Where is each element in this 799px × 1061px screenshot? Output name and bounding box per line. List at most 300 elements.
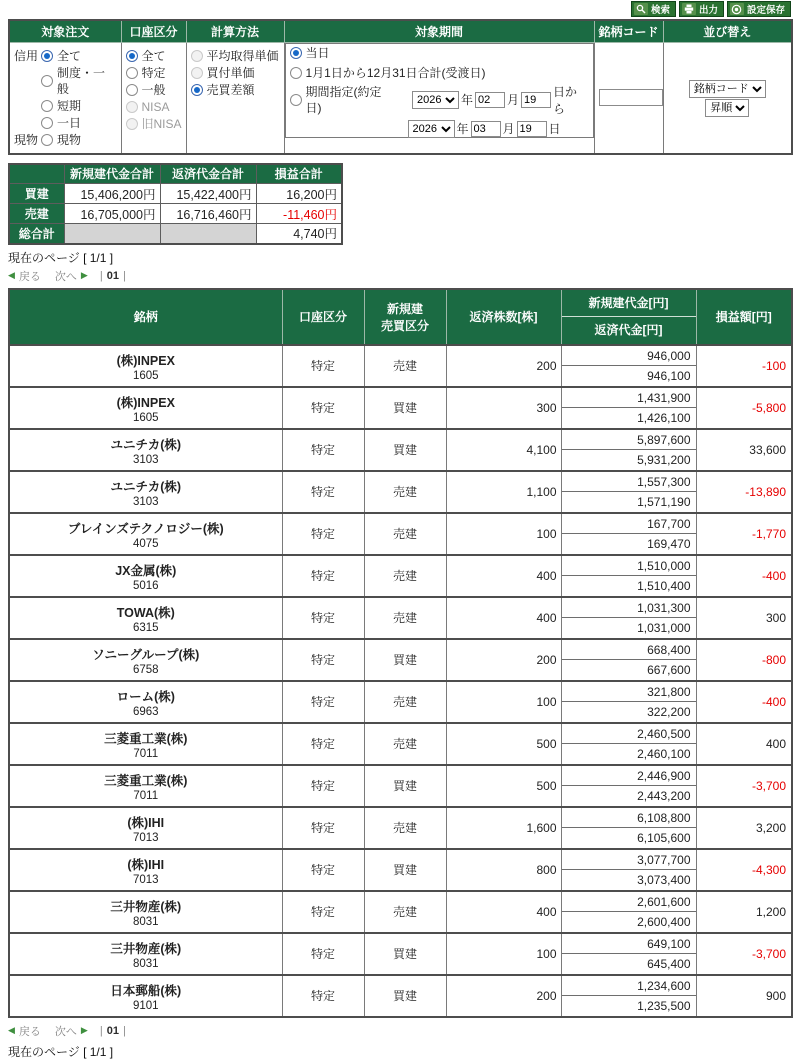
account-type-value: 特定: [282, 429, 364, 471]
radio-option-label: 制度・一般: [57, 65, 106, 96]
new-amount-value: 1,031,300: [562, 598, 696, 618]
printer-icon: [682, 3, 696, 15]
amount-cell: [561, 429, 696, 471]
page-pipe: |: [122, 1024, 126, 1037]
stock-name: ソニーグループ(株): [92, 648, 200, 662]
summary-row: [9, 184, 342, 204]
pl-value: -3,700: [696, 933, 792, 975]
radio-icon[interactable]: [191, 67, 203, 79]
account-type-header: 口座区分: [121, 20, 186, 42]
stock-cell: [9, 639, 282, 681]
radio-icon[interactable]: [41, 117, 53, 129]
table-row: [9, 765, 792, 807]
stock-code: 1605: [132, 412, 159, 424]
pl-value: -3,700: [696, 765, 792, 807]
amount-cell: [561, 723, 696, 765]
stock-cell: [9, 765, 282, 807]
repay-shares-value: 500: [446, 723, 561, 765]
search-button-label: 検索: [650, 5, 670, 16]
save-settings-button-label: 設定保存: [746, 5, 785, 16]
stock-code: 4075: [132, 538, 159, 550]
pl-value: 400: [696, 723, 792, 765]
stock-code: 8031: [132, 916, 159, 928]
amount-cell: [561, 933, 696, 975]
period-range-option[interactable]: [290, 84, 396, 116]
stock-cell: [9, 975, 282, 1017]
table-row: [9, 555, 792, 597]
period-range-row2: [408, 120, 589, 138]
target-order-cell: [9, 42, 121, 154]
stock-code: 5016: [132, 580, 159, 592]
table-row: [9, 807, 792, 849]
stock-name: (株)IHI: [127, 858, 165, 872]
amount-cell: [561, 387, 696, 429]
radio-option[interactable]: [191, 82, 280, 98]
stock-name: ブレインズテクノロジー(株): [67, 522, 224, 536]
repay-shares-value: 1,100: [446, 471, 561, 513]
amount-cell: [561, 639, 696, 681]
table-row: [9, 891, 792, 933]
trade-side-value: 売建: [364, 471, 446, 513]
radio-icon[interactable]: [290, 47, 302, 59]
repay-shares-value: 200: [446, 639, 561, 681]
trade-side-value: 買建: [364, 933, 446, 975]
new-amount-value: 167,700: [562, 514, 696, 534]
trade-side-value: 売建: [364, 597, 446, 639]
pager-top: [8, 268, 791, 284]
pl-value: 900: [696, 975, 792, 1017]
output-button[interactable]: [679, 1, 724, 17]
account-type-value: 特定: [282, 471, 364, 513]
target-order-header: 対象注文: [9, 20, 121, 42]
amount-cell: [561, 345, 696, 387]
amount-header: [561, 289, 696, 345]
account-type-cell: [121, 42, 186, 154]
stock-code: 9101: [132, 1000, 159, 1012]
trade-side-value: 買建: [364, 387, 446, 429]
radio-option[interactable]: [191, 65, 280, 81]
summary-table: [8, 163, 343, 245]
repay-amount-value: 5,931,200: [637, 452, 691, 467]
stock-code: 7011: [133, 748, 159, 760]
repay-amount-value: 1,031,000: [637, 620, 691, 635]
repay-amount-value: 2,460,100: [637, 746, 691, 761]
radio-option[interactable]: [126, 99, 182, 115]
repay-shares-value: 200: [446, 975, 561, 1017]
account-type-value: 特定: [282, 849, 364, 891]
radio-option[interactable]: [126, 65, 182, 81]
summary-repay-total-value: 15,422,400円: [160, 184, 256, 204]
stock-cell: [9, 429, 282, 471]
to-day-input[interactable]: [517, 121, 547, 137]
stock-name: (株)IHI: [127, 816, 165, 830]
back-arrow-icon: ◀: [8, 270, 15, 280]
radio-icon[interactable]: [290, 94, 302, 106]
account-type-value: 特定: [282, 387, 364, 429]
repay-shares-value: 400: [446, 597, 561, 639]
account-type-value: 特定: [282, 639, 364, 681]
account-type-value: 特定: [282, 513, 364, 555]
pl-value: -4,300: [696, 849, 792, 891]
amount-cell: [561, 891, 696, 933]
repay-shares-value: 200: [446, 345, 561, 387]
repay-amount-header: 返済代金[円]: [594, 322, 663, 337]
pl-value: 33,600: [696, 429, 792, 471]
current-page-label: 現在のページ [ 1/1 ]: [8, 250, 114, 265]
from-day-label: 日から: [553, 84, 578, 116]
repay-amount-value: 1,510,400: [637, 578, 691, 593]
repay-amount-value: 1,426,100: [637, 410, 691, 425]
summary-new-total-value: 16,705,000円: [64, 204, 160, 224]
radio-option[interactable]: [14, 98, 117, 114]
radio-option[interactable]: [191, 48, 280, 64]
radio-option-label: 旧NISA: [141, 116, 182, 131]
repay-shares-value: 800: [446, 849, 561, 891]
table-row: [9, 471, 792, 513]
amount-cell: [561, 975, 696, 1017]
pl-value: 3,200: [696, 807, 792, 849]
stock-code: 7011: [133, 790, 159, 802]
radio-icon[interactable]: [191, 84, 203, 96]
stock-code: 1605: [132, 370, 159, 382]
stock-code: 3103: [132, 496, 159, 508]
repay-amount-value: 2,600,400: [637, 914, 691, 929]
stock-cell: [9, 513, 282, 555]
period-cell: [285, 43, 594, 138]
trade-side-value: 買建: [364, 849, 446, 891]
table-row: [9, 513, 792, 555]
new-amount-value: 946,000: [562, 346, 696, 366]
trade-side-value: 売建: [364, 723, 446, 765]
amount-cell: [561, 555, 696, 597]
new-amount-value: 1,431,900: [562, 388, 696, 408]
table-row: [9, 849, 792, 891]
year-label: 年: [460, 93, 473, 107]
new-amount-header: 新規建代金[円]: [562, 290, 696, 317]
repay-shares-value: 500: [446, 765, 561, 807]
table-row: [9, 597, 792, 639]
summary-repay-total-value: 16,716,460円: [160, 204, 256, 224]
repay-amount-value: 3,073,400: [637, 872, 691, 887]
new-amount-value: 668,400: [562, 640, 696, 660]
summary-row: [9, 204, 342, 224]
stock-name: (株)INPEX: [116, 396, 175, 410]
account-type-value: 特定: [282, 597, 364, 639]
stock-cell: [9, 345, 282, 387]
next-link[interactable]: 次へ: [54, 1025, 77, 1038]
stock-cell: [9, 849, 282, 891]
repay-amount-value: 1,235,500: [637, 998, 691, 1013]
stock-cell: [9, 723, 282, 765]
pl-value: 300: [696, 597, 792, 639]
trade-side-value: 売建: [364, 681, 446, 723]
to-year-select[interactable]: [408, 120, 455, 138]
stock-cell: [9, 387, 282, 429]
table-row: [9, 723, 792, 765]
stock-code: 7013: [132, 874, 159, 886]
save-settings-button[interactable]: [727, 1, 791, 17]
stock-code: 6315: [132, 622, 159, 634]
table-row: [9, 933, 792, 975]
repay-amount-value: 645,400: [647, 956, 691, 971]
stock-cell: [9, 555, 282, 597]
stock-cell: [9, 597, 282, 639]
period-year-total-option[interactable]: [290, 65, 589, 81]
period-header: 対象期間: [284, 20, 594, 42]
account-type-value: 特定: [282, 975, 364, 1017]
amount-cell: [561, 765, 696, 807]
repay-amount-value: 2,443,200: [637, 788, 691, 803]
stock-cell: [9, 681, 282, 723]
radio-option[interactable]: [126, 48, 182, 64]
stock-cell: [9, 933, 282, 975]
summary-pl-value: 4,740円: [256, 224, 342, 244]
current-page-label: 現在のページ [ 1/1 ]: [8, 1044, 114, 1059]
radio-option-label: NISA: [141, 99, 170, 114]
repay-shares-value: 1,600: [446, 807, 561, 849]
target-icon: [730, 3, 744, 15]
back-link[interactable]: 戻る: [18, 270, 41, 283]
trade-side-value: 売建: [364, 555, 446, 597]
radio-icon[interactable]: [290, 67, 302, 79]
page-number-link[interactable]: 01: [106, 269, 119, 282]
stock-cell: [9, 471, 282, 513]
repay-shares-value: 100: [446, 681, 561, 723]
stock-code-input[interactable]: [599, 89, 663, 106]
radio-icon[interactable]: [41, 75, 53, 87]
repay-shares-value: 100: [446, 513, 561, 555]
repay-shares-value: 400: [446, 555, 561, 597]
calc-method-cell: [186, 42, 284, 154]
account-type-value: 特定: [282, 807, 364, 849]
summary-repay-total-header: 返済代金合計: [160, 164, 256, 184]
table-row: [9, 429, 792, 471]
pl-header: 損益額[円]: [696, 289, 792, 345]
new-amount-value: 1,510,000: [562, 556, 696, 576]
name-header: 銘柄: [9, 289, 282, 345]
new-amount-value: 2,446,900: [562, 766, 696, 786]
trade-side-value: 買建: [364, 975, 446, 1017]
summary-pl-value: 16,200円: [256, 184, 342, 204]
summary-new-total-value: 15,406,200円: [64, 184, 160, 204]
summary-new-total-header: 新規建代金合計: [64, 164, 160, 184]
toolbar: [8, 0, 791, 19]
repay-amount-value: 1,571,190: [637, 494, 691, 509]
stock-name: 三菱重工業(株): [104, 774, 188, 788]
pager-bottom: [8, 1023, 791, 1039]
period-today-label: 当日: [305, 45, 330, 60]
radio-option-label: 全て: [141, 48, 166, 63]
stock-name: TOWA(株): [116, 606, 175, 620]
stock-name: 三井物産(株): [110, 942, 182, 956]
radio-icon[interactable]: [126, 101, 138, 113]
pl-value: -400: [696, 555, 792, 597]
account-type-value: 特定: [282, 681, 364, 723]
pl-value: -400: [696, 681, 792, 723]
account-type-value: 特定: [282, 345, 364, 387]
account-type-value: 特定: [282, 723, 364, 765]
page-pipe: |: [99, 1024, 103, 1037]
radio-icon[interactable]: [126, 50, 138, 62]
amount-cell: [561, 597, 696, 639]
page-number-link[interactable]: 01: [106, 1024, 119, 1037]
account-type-value: 特定: [282, 555, 364, 597]
sort-header: 並び替え: [663, 20, 792, 42]
radio-group-prefix: 信用: [14, 48, 39, 63]
summary-row-label: 総合計: [9, 224, 64, 244]
new-amount-value: 6,108,800: [562, 808, 696, 828]
stock-name: 三井物産(株): [110, 900, 182, 914]
shares-header: 返済株数[株]: [446, 289, 561, 345]
from-day-input[interactable]: [521, 92, 551, 108]
stock-cell: [9, 807, 282, 849]
radio-option[interactable]: [126, 82, 182, 98]
repay-amount-value: 322,200: [647, 704, 691, 719]
radio-group-prefix: 現物: [14, 132, 39, 147]
radio-option-label: 一日: [57, 115, 82, 130]
back-link[interactable]: 戻る: [18, 1025, 41, 1038]
stock-name: JX金属(株): [115, 564, 177, 578]
radio-option-label: 売買差額: [206, 82, 255, 97]
pl-value: -13,890: [696, 471, 792, 513]
amount-cell: [561, 807, 696, 849]
trade-side-value: 買建: [364, 765, 446, 807]
back-arrow-icon: ◀: [8, 1025, 15, 1035]
radio-icon[interactable]: [126, 84, 138, 96]
pl-value: -1,770: [696, 513, 792, 555]
trade-side-value: 売建: [364, 807, 446, 849]
account-type-value: 特定: [282, 765, 364, 807]
summary-pl-total-header: 損益合計: [256, 164, 342, 184]
page-pipe: |: [99, 269, 103, 282]
trade-side-value: 売建: [364, 345, 446, 387]
repay-amount-value: 946,100: [647, 368, 691, 383]
account-type-value: 特定: [282, 933, 364, 975]
radio-option[interactable]: [14, 48, 117, 64]
year-label: 年: [456, 122, 469, 136]
radio-icon[interactable]: [41, 100, 53, 112]
period-range-label: 期間指定(約定日): [305, 84, 382, 115]
month-label: 月: [502, 122, 515, 136]
to-month-input[interactable]: [471, 121, 501, 137]
radio-icon[interactable]: [126, 118, 138, 130]
radio-option[interactable]: [14, 115, 117, 131]
summary-corner-cell: [9, 164, 64, 184]
stock-name: ローム(株): [116, 690, 175, 704]
from-year-select[interactable]: [412, 91, 459, 109]
stock-code: 3103: [132, 454, 159, 466]
radio-option-label: 平均取得単価: [206, 48, 279, 63]
stock-code-header: 銘柄コード: [594, 20, 663, 42]
pl-value: -800: [696, 639, 792, 681]
table-row: [9, 681, 792, 723]
stock-name: 三菱重工業(株): [104, 732, 188, 746]
summary-row-label: 買建: [9, 184, 64, 204]
new-amount-value: 321,800: [562, 682, 696, 702]
next-arrow-icon: ▶: [80, 1025, 88, 1035]
radio-option-label: 買付単価: [206, 65, 255, 80]
summary-row: [9, 224, 342, 244]
repay-shares-value: 400: [446, 891, 561, 933]
filter-form: [8, 19, 793, 155]
period-today-option[interactable]: [290, 45, 589, 61]
table-row: [9, 387, 792, 429]
target-order-options: [14, 48, 117, 148]
new-amount-value: 2,460,500: [562, 724, 696, 744]
repay-amount-value: 169,470: [647, 536, 691, 551]
stock-code: 7013: [132, 832, 159, 844]
next-link[interactable]: 次へ: [54, 270, 77, 283]
repay-shares-value: 4,100: [446, 429, 561, 471]
from-month-input[interactable]: [475, 92, 505, 108]
new-amount-value: 3,077,700: [562, 850, 696, 870]
month-label: 月: [506, 93, 519, 107]
repay-shares-value: 100: [446, 933, 561, 975]
trade-side-value: 売建: [364, 513, 446, 555]
repay-amount-value: 667,600: [647, 662, 691, 677]
summary-pl-value: -11,460円: [256, 204, 342, 224]
page-pipe: |: [122, 269, 126, 282]
output-button-label: 出力: [698, 5, 718, 16]
radio-option-label: 全て: [57, 48, 82, 63]
stock-code: 6758: [132, 664, 159, 676]
radio-icon[interactable]: [191, 50, 203, 62]
to-day-label: 日: [548, 122, 561, 136]
sort-cell: [663, 42, 792, 154]
stock-name: ユニチカ(株): [110, 438, 182, 452]
magnifier-icon: [634, 3, 648, 15]
table-row: [9, 639, 792, 681]
sort-field-select[interactable]: [689, 80, 766, 98]
trade-side-value: 買建: [364, 639, 446, 681]
new-amount-value: 1,557,300: [562, 472, 696, 492]
period-year-total-label: 1月1日から12月31日合計(受渡日): [305, 65, 486, 80]
amount-cell: [561, 849, 696, 891]
radio-icon[interactable]: [41, 134, 53, 146]
stock-cell: [9, 891, 282, 933]
stock-name: (株)INPEX: [116, 354, 175, 368]
filter-header-row: [9, 20, 792, 42]
detail-header-row: [9, 289, 792, 345]
new-amount-value: 649,100: [562, 934, 696, 954]
stock-name: 日本郵船(株): [110, 984, 182, 998]
summary-repay-total-value: [160, 224, 256, 244]
trade-side-value: 売建: [364, 891, 446, 933]
table-row: [9, 345, 792, 387]
amount-cell: [561, 681, 696, 723]
new-amount-value: 5,897,600: [562, 430, 696, 450]
radio-option[interactable]: [14, 132, 117, 148]
amount-cell: [561, 513, 696, 555]
trade-type-header: 新規建 売買区分: [364, 289, 446, 345]
sort-order-select[interactable]: [705, 99, 749, 117]
stock-name: ユニチカ(株): [110, 480, 182, 494]
radio-option-label: 現物: [57, 132, 82, 147]
radio-option[interactable]: [126, 116, 182, 132]
summary-header-row: [9, 164, 342, 184]
search-button[interactable]: [631, 1, 676, 17]
new-amount-value: 1,234,600: [562, 976, 696, 996]
trade-side-value: 買建: [364, 429, 446, 471]
table-row: [9, 975, 792, 1017]
radio-icon[interactable]: [41, 50, 53, 62]
radio-icon[interactable]: [126, 67, 138, 79]
stock-code-cell: [594, 42, 663, 154]
radio-option[interactable]: [14, 65, 117, 97]
amount-cell: [561, 471, 696, 513]
summary-row-label: 売建: [9, 204, 64, 224]
stock-code: 8031: [132, 958, 159, 970]
